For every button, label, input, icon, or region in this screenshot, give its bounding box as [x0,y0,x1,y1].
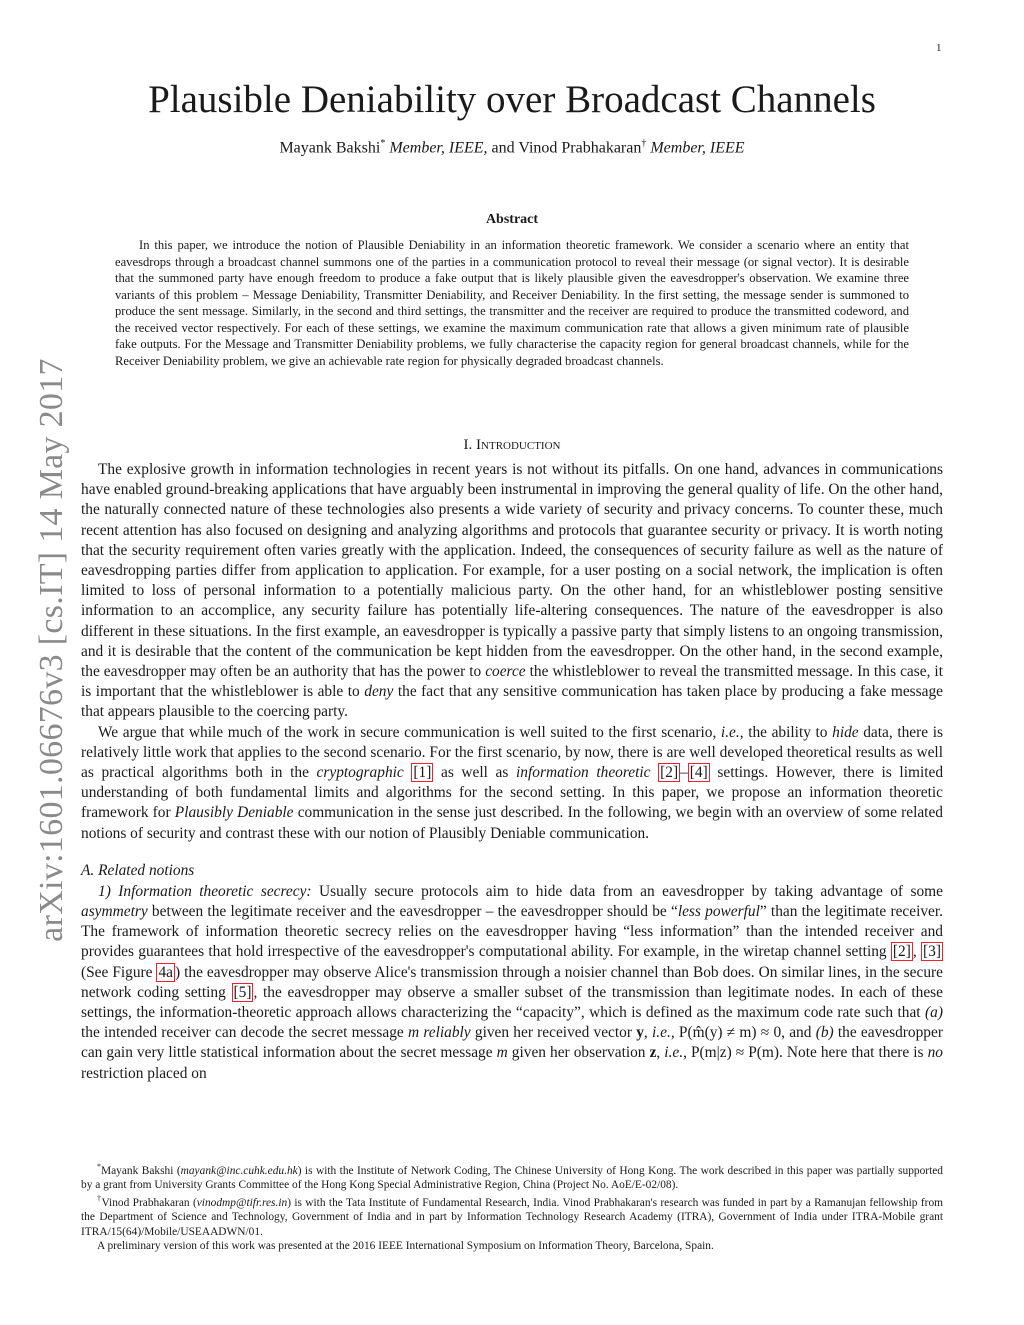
math-expression: P(m̂(y) ≠ m) ≈ 0 [678,1024,782,1042]
intro-paragraph-1 [81,460,943,723]
abstract-text: In this paper, we introduce the notion of Plausible Deniability in an information theoretic framework. We consider a scenario where an entity that eavesdrops through a broadcast channel summons one of the parties in a communication protocol to reveal their message (or signal vector). It is desirable that the summoned party have enough freedom to produce a fake output that is likely plausible given the eavesdropper's observation. We examine three variants of this problem – Message Deniability, Transmitter Deniability, and Receiver Deniability. In the first setting, the message sender is summoned to produce the sent message. Similarly, in the second and third settings, the transmitter and the receiver are required to produce the transmitted codeword, and the received vector respectively. For each of these settings, we examine the maximum communication rate that allows a given minimum rate of plausible fake outputs. For the Message and Transmitter Deniability problems, we fully characterise the capacity region for general broadcast channels, while for the Receiver Deniability problem, we give an achievable rate region for physically degraded broadcast channels. [115,238,909,368]
email-address: mayank@inc.cuhk.edu.hk [180,1164,298,1177]
text-run: Mayank Bakshi ( [101,1164,181,1177]
text-run: communication in the sense just described. In the following, we begin with an overview of some related notions of security and contrast these with our notion of Plausibly Deniable communication. [81,804,943,842]
abstract-heading: Abstract [485,212,539,227]
author-name: Mayank Bakshi [279,139,381,157]
main-body [81,437,943,1084]
emphasis: deny [364,683,394,701]
math-symbol: m [496,1044,508,1062]
figure-link[interactable]: 4a [158,963,173,981]
text-run: We argue that while much of the work in secure communication is well suited to the first scenario, [98,723,717,741]
text-run: ” than the legitimate receiver. The framework of information theoretic secrecy relies on the eavesdropper having “less information” than the intended receiver and provides guarantees that hold irrespective of the eavesdropper's computational ability. For example, in the wiretap channel setting [81,903,943,961]
text-run: the intended receiver can decode the secret message [81,1024,404,1042]
emphasis: i.e. [664,1044,684,1062]
emphasis: (a) [925,1004,943,1022]
math-symbol: z [649,1044,657,1062]
emphasis: i.e. [720,723,740,741]
emphasis: cryptographic [316,764,404,782]
intro-paragraph-2 [81,723,943,844]
emphasis: hide [832,723,859,741]
text-run: , [912,943,917,961]
footnote-3: A preliminary version of this work was presented at the 2016 IEEE International Symposium on Information Theory, Barcelona, Spain. [97,1240,714,1253]
author-role: Member, IEEE, [389,139,488,157]
subsubsection-title: 1) Information theoretic secrecy: [98,882,312,900]
footnote-mark: † [641,138,647,149]
emphasis: reliably [423,1024,471,1042]
text-run: . Note here that there is [779,1044,924,1062]
footnote-mark: * [380,138,386,149]
footnote-1 [81,1160,943,1192]
citation-link[interactable]: [5] [233,983,252,1001]
text-run: – [680,764,688,782]
author-line [80,138,944,157]
text-run: given her observation [511,1044,646,1062]
math-symbol: y [636,1024,644,1042]
text-run: restriction placed on [81,1064,207,1082]
arxiv-identifier-stamp: arXiv:1601.06676v3 [cs.IT] 14 May 2017 [33,358,70,942]
author-name: Vinod Prabhakaran [518,139,642,157]
text-run: data, there is relatively little work that applies to the second scenario. For the first scenario, by now, there is are well developed theoretical results as well as practical algorithms both in the [81,723,943,782]
page-number: 1 [936,42,942,54]
emphasis: asymmetry [81,903,148,921]
paper-title: Plausible Deniability over Broadcast Channels [148,78,876,121]
text-run: the fact that any sensitive communication has taken place by producing a fake message that appears plausible to the coercing party. [81,683,943,721]
emphasis: less powerful [677,903,760,921]
text-run: Usually secure protocols aim to hide data from an eavesdropper by taking advantage of some [318,882,943,900]
text-run: , the eavesdropper may observe a smaller subset of the transmission than legitimate nodes. In each of these settings, the information-theoretic approach allows characterizing the “capacity”, which is defined as the maximum code rate such that [81,983,943,1022]
citation-link[interactable]: [1] [413,764,432,782]
emphasis: (b) [815,1024,834,1042]
author-role: Member, IEEE [650,139,745,157]
text-run: settings. However, there is limited understanding of both fundamental limits and algorithms for the second setting. In this paper, we propose an information theoretic framework for [81,764,944,822]
section-heading-introduction [81,437,943,454]
citation-link[interactable]: [2] [892,943,911,961]
footnote-mark: † [97,1194,102,1204]
text-run: the whistleblower to reveal the transmitted message. In this case, it is important that the whistleblower is able to [81,663,943,701]
section-title: Introduction [476,437,561,453]
text-run: ) is with the Tata Institute of Fundamental Research, India. Vinod Prabhakaran's research was funded in part by a Ramanujan fellowship from the Department of Science and Technology, Government of India and in part by Information Technology Research Academy (ITRA), Government of India under ITRA-Mobile grant ITRA/15(64)/Mobile/USEAADWN/01. [81,1197,943,1238]
text-run: Vinod Prabhakaran ( [101,1197,197,1210]
related-notions-paragraph: 1) Information theoretic secrecy: Usually secure protocols aim to hide data from an eavesdropper by taking advantage of some asymmetry between the legitimate receiver and the eavesdropper – the eavesdropper should be “less powerful” than the legitimate receiver. The framework of information theoretic secrecy relies on the eavesdropper having “less information” than the intended receiver and provides guarantees that hold irrespective of the eavesdropper's computational ability. For example, in the wiretap channel setting [2] , [3] (See Figure 4a ) the eavesdropper may observe Alice's transmission through a noisier channel than Bob does. On similar lines, in the secure network coding setting [5] , the eavesdropper may observe a smaller subset of the transmission than legitimate nodes. In each of these settings, the information-theoretic approach allows characterizing the “capacity”, which is defined as the maximum code rate such that (a) the intended receiver can decode the secret message m reliably given her received vector y, i.e., P(m̂(y) ≠ m) ≈ 0, and (b) the eavesdropper can gain very little statistical information about the secret message m given her observation z, i.e., P(m|z) ≈ P(m). Note here that there is no restriction placed on [81,882,943,1082]
abstract [115,212,909,369]
text-run: ) is with the Institute of Network Coding, The Chinese University of Hong Kong. The work described in this paper was partially supported by a grant from University Grants Committee of the Hong Kong Special Administrative Region, China (Project No. AoE/E-02/08). [81,1164,943,1192]
emphasis: Plausibly Deniable [174,804,294,822]
email-address: vinodmp@tifr.res.in [196,1197,288,1210]
subsection-heading-related-notions: A. Related notions [81,861,195,879]
text-run: , the ability to [739,723,828,741]
citation-link[interactable]: [2] [660,764,679,782]
text-run: as well as [440,764,509,782]
citation-link[interactable]: [3] [923,943,941,961]
text-run: , and [781,1024,812,1042]
emphasis: information theoretic [516,764,651,782]
emphasis: coerce [485,663,526,681]
text-run: between the legitimate receiver and the eavesdropper – the eavesdropper should be “ [151,903,678,921]
emphasis: i.e. [652,1024,671,1042]
text-run: given her received vector [474,1024,632,1042]
math-symbol: m [407,1024,420,1042]
author-connector: and [491,139,515,157]
section-number: I. [463,437,473,453]
text-run: ) the eavesdropper may observe Alice's transmission through a noisier channel than Bob does. On similar lines, in the secure network coding setting [81,963,943,1001]
emphasis: no [927,1044,943,1062]
math-expression: P(m|z) ≈ P(m) [691,1044,779,1062]
footnote-2 [81,1192,943,1239]
text-run: The explosive growth in information technologies in recent years is not without its pitfalls. On one hand, advances in communications have enabled ground-breaking applications that have arguably been instrumental in improving the general quality of life. On the other hand, the naturally connected nature of these technologies also presents a wide variety of security and privacy concerns. To counter these, much recent attention has also focused on designing and analyzing algorithms and protocols that guarantee security or privacy. It is worth noting that the security requirement often varies greatly with the application. Indeed, the consequences of security failure as well as the nature of eavesdropping parties differ from application to application. For example, for a user posting on a social network, the implication is often limited to loss of personal information to a potentially malicious party. On the other hand, for an whistleblower posting sensitive information to an accomplice, any security failure has potentially life-altering consequences. The nature of the eavesdropper is also different in these situations. In the first example, an eavesdropper is typically a passive party that simply listens to an ongoing transmission, and it is desirable that the content of the communication be kept hidden from the eavesdropper. On the other hand, in the second example, the eavesdropper may often be an authority that has the power to [81,461,943,681]
footnotes [81,1160,943,1253]
text-run: the eavesdropper can gain very little statistical information about the secret message [81,1024,943,1062]
footnote-mark: * [97,1162,101,1171]
text-run: (See Figure [81,963,153,981]
citation-link[interactable]: [4] [689,764,708,782]
